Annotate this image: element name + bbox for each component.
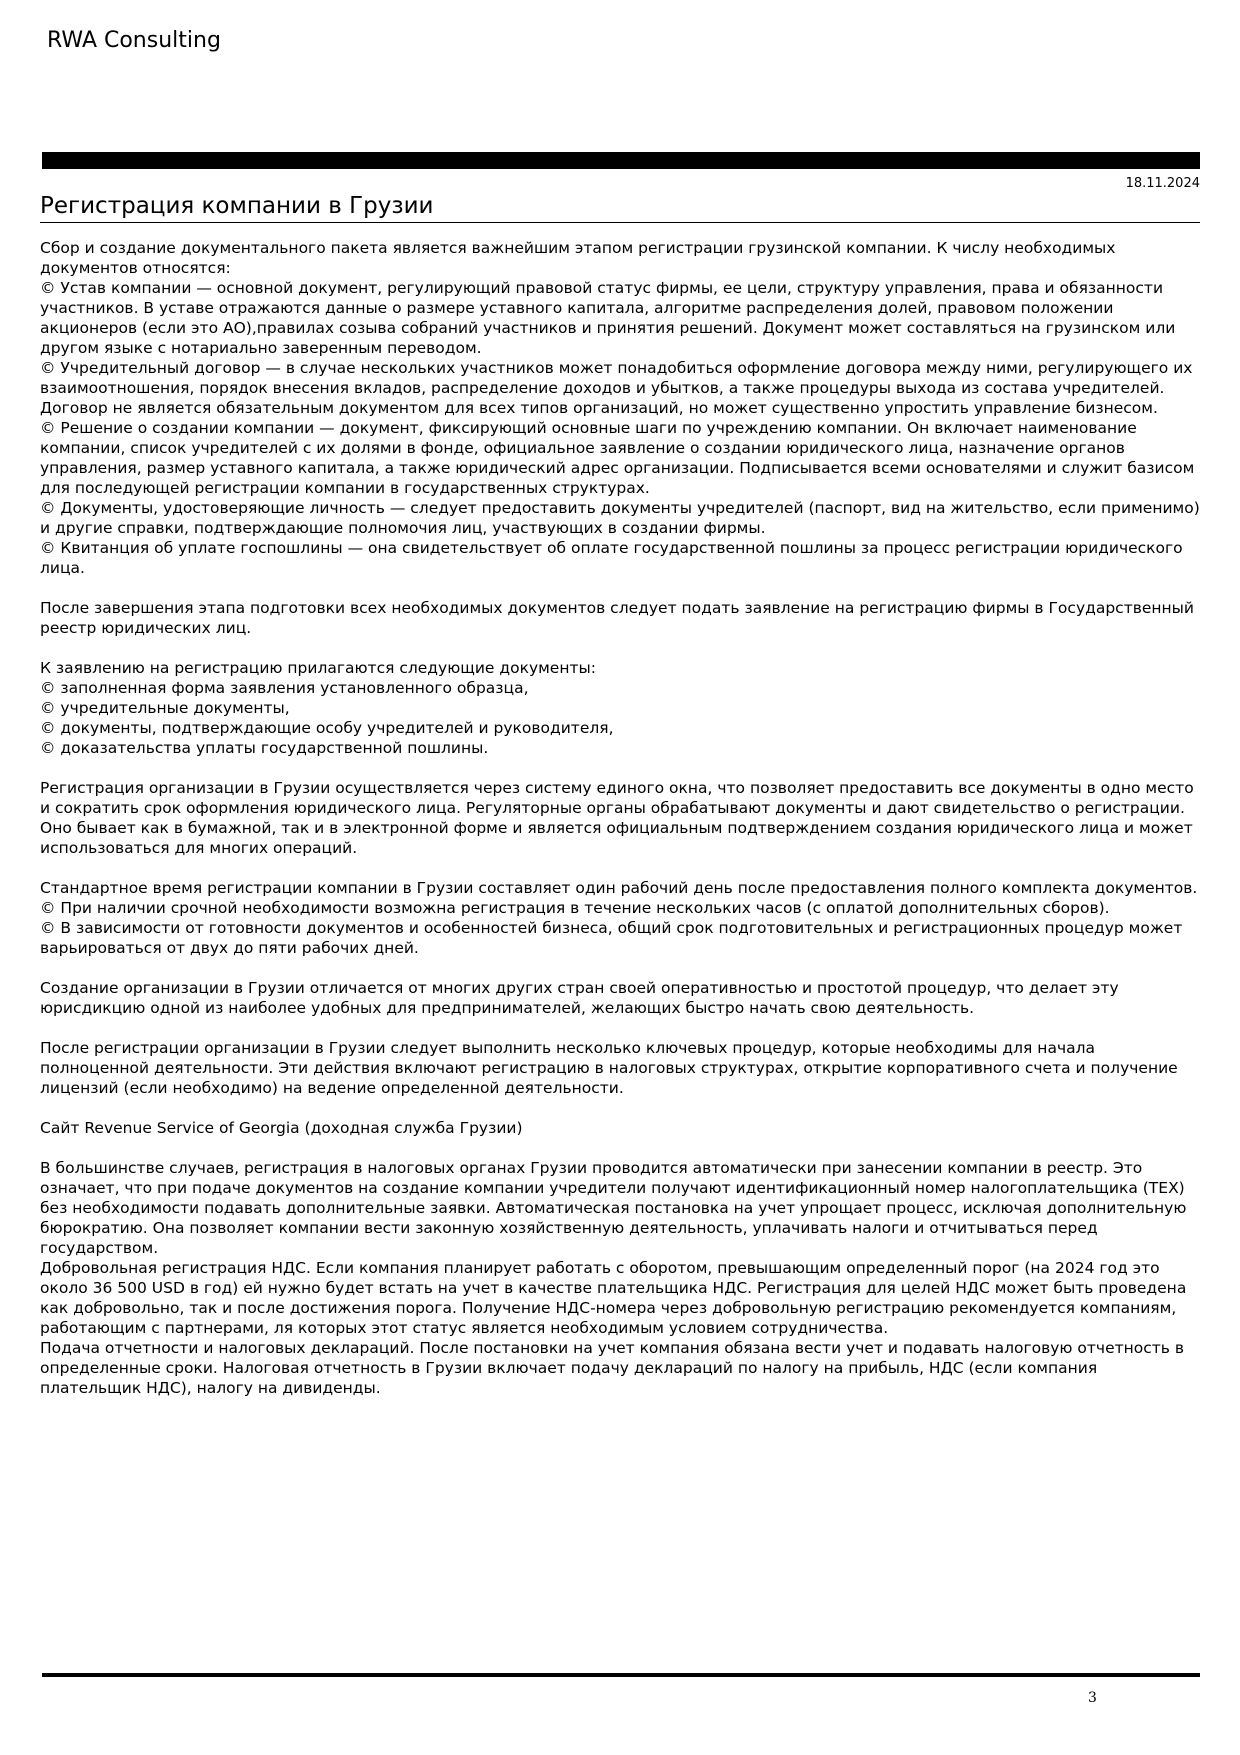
paragraph-line: © Учредительный договор — в случае нескольких участников может понадобиться оформление договора между ними, регулирующего их взаимоотношения, порядок внесения вкладов, распределение доходов и убытков, а также процедуры выхода из состава учредителей. Договор не является обязательным документом для всех типов организаций, но может существенно упростить управление бизнесом.	[40, 359, 1193, 417]
paragraph	[40, 778, 1200, 858]
paragraph-line: © Устав компании — основной документ, регулирующий правовой статус фирмы, ее цели, структуру управления, права и обязанности участников. В уставе отражаются данные о размере уставного капитала, алгоритме распределения долей, правовом положении акционеров (если это АО),правилах созыва собраний участников и принятия решений. Документ может составляться на грузинском или другом языке с нотариально заверенным переводом.	[40, 279, 1176, 357]
paragraph-line: © Документы, удостоверяющие личность — следует предоставить документы учредителей (паспорт, вид на жительство, если применимо) и другие справки, подтверждающие полномочия лиц, участвующих в создании фирмы.	[40, 499, 1200, 537]
paragraph-line: Создание организации в Грузии отличается от многих других стран своей оперативностью и простотой процедур, что делает эту юрисдикцию одной из наиболее удобных для предпринимателей, желающих быстро начать свою деятельность.	[40, 979, 1119, 1017]
paragraph	[40, 658, 1200, 758]
paragraph-line: © заполненная форма заявления установленного образца,	[40, 679, 529, 697]
paragraph-line: © доказательства уплаты государственной пошлины.	[40, 739, 489, 757]
paragraph-line: Подача отчетности и налоговых деклараций. После постановки на учет компания обязана вести учет и подавать налоговую отчетность в определенные сроки. Налоговая отчетность в Грузии включает подачу деклараций по налогу на прибыль, НДС (если компания плательщик НДС), налогу на дивиденды.	[40, 1339, 1184, 1397]
paragraph	[40, 238, 1200, 578]
paragraph-line: © учредительные документы,	[40, 699, 290, 717]
page-number: 3	[1088, 1690, 1097, 1706]
paragraph-line: К заявлению на регистрацию прилагаются следующие документы:	[40, 659, 596, 677]
paragraph-line: © При наличии срочной необходимости возможна регистрация в течение нескольких часов (с оплатой дополнительных сборов).	[40, 899, 1110, 917]
paragraph	[40, 598, 1200, 638]
paragraph-line: Сбор и создание документального пакета является важнейшим этапом регистрации грузинской компании. К числу необходимых документов относятся:	[40, 239, 1116, 277]
document-date: 18.11.2024	[1125, 176, 1200, 191]
paragraph-line: В большинстве случаев, регистрация в налоговых органах Грузии проводится автоматически при занесении компании в реестр. Это означает, что при подаче документов на создание компании учредители получают идентификационный номер налогоплательщика (TEX) без необходимости подавать дополнительные заявки. Автоматическая постановка на учет упрощает процесс, исключая дополнительную бюрократию. Она позволяет компании вести законную хозяйственную деятельность, уплачивать налоги и отчитываться перед государством.	[40, 1159, 1187, 1257]
footer-divider-bar	[42, 1673, 1200, 1677]
header-divider-bar	[42, 152, 1200, 169]
paragraph	[40, 978, 1200, 1018]
paragraph-line: После регистрации организации в Грузии следует выполнить несколько ключевых процедур, которые необходимы для начала полноценной деятельности. Эти действия включают регистрацию в налоговых структурах, открытие корпоративного счета и получение лицензий (если необходимо) на ведение определенной деятельности.	[40, 1039, 1178, 1097]
paragraph-line: После завершения этапа подготовки всех необходимых документов следует подать заявление на регистрацию фирмы в Государственный реестр юридических лиц.	[40, 599, 1194, 637]
document-body	[40, 238, 1200, 1418]
paragraph-line: Сайт Revenue Service of Georgia (доходная служба Грузии)	[40, 1119, 523, 1137]
paragraph	[40, 1158, 1200, 1398]
paragraph-line: © Квитанция об уплате госпошлины — она свидетельствует об оплате государственной пошлины за процесс регистрации юридического лица.	[40, 539, 1183, 577]
paragraph-line: © документы, подтверждающие особу учредителей и руководителя,	[40, 719, 614, 737]
document-title: Регистрация компании в Грузии	[40, 192, 1200, 223]
paragraph-line: © Решение о создании компании — документ, фиксирующий основные шаги по учреждению компании. Он включает наименование компании, список учредителей с их долями в фонде, официальное заявление о создании юридического лица, назначение органов управления, размер уставного капитала, а также юридический адрес организации. Подписывается всеми основателями и служит базисом для последующей регистрации компании в государственных структурах.	[40, 419, 1195, 497]
paragraph	[40, 1038, 1200, 1098]
paragraph-line: Регистрация организации в Грузии осуществляется через систему единого окна, что позволяет предоставить все документы в одно место и сократить срок оформления юридического лица. Регуляторные органы обрабатывают документы и дают свидетельство о регистрации. Оно бывает как в бумажной, так и в электронной форме и является официальным подтверждением создания юридического лица и может использоваться для многих операций.	[40, 779, 1194, 857]
paragraph-line: Добровольная регистрация НДС. Если компания планирует работать с оборотом, превышающим определенный порог (на 2024 год это около 36 500 USD в год) ей нужно будет встать на учет в качестве плательщика НДС. Регистрация для целей НДС может быть проведена как добровольно, так и после достижения порога. Получение НДС-номера через добровольную регистрацию рекомендуется компаниям, работающим с партнерами, ля которых этот статус является необходимым условием сотрудничества.	[40, 1259, 1187, 1337]
paragraph	[40, 1118, 1200, 1138]
company-name: RWA Consulting	[47, 28, 221, 53]
paragraph	[40, 878, 1200, 958]
paragraph-line: © В зависимости от готовности документов и особенностей бизнеса, общий срок подготовительных и регистрационных процедур может варьироваться от двух до пяти рабочих дней.	[40, 919, 1183, 957]
paragraph-line: Стандартное время регистрации компании в Грузии составляет один рабочий день после предоставления полного комплекта документов.	[40, 879, 1198, 897]
